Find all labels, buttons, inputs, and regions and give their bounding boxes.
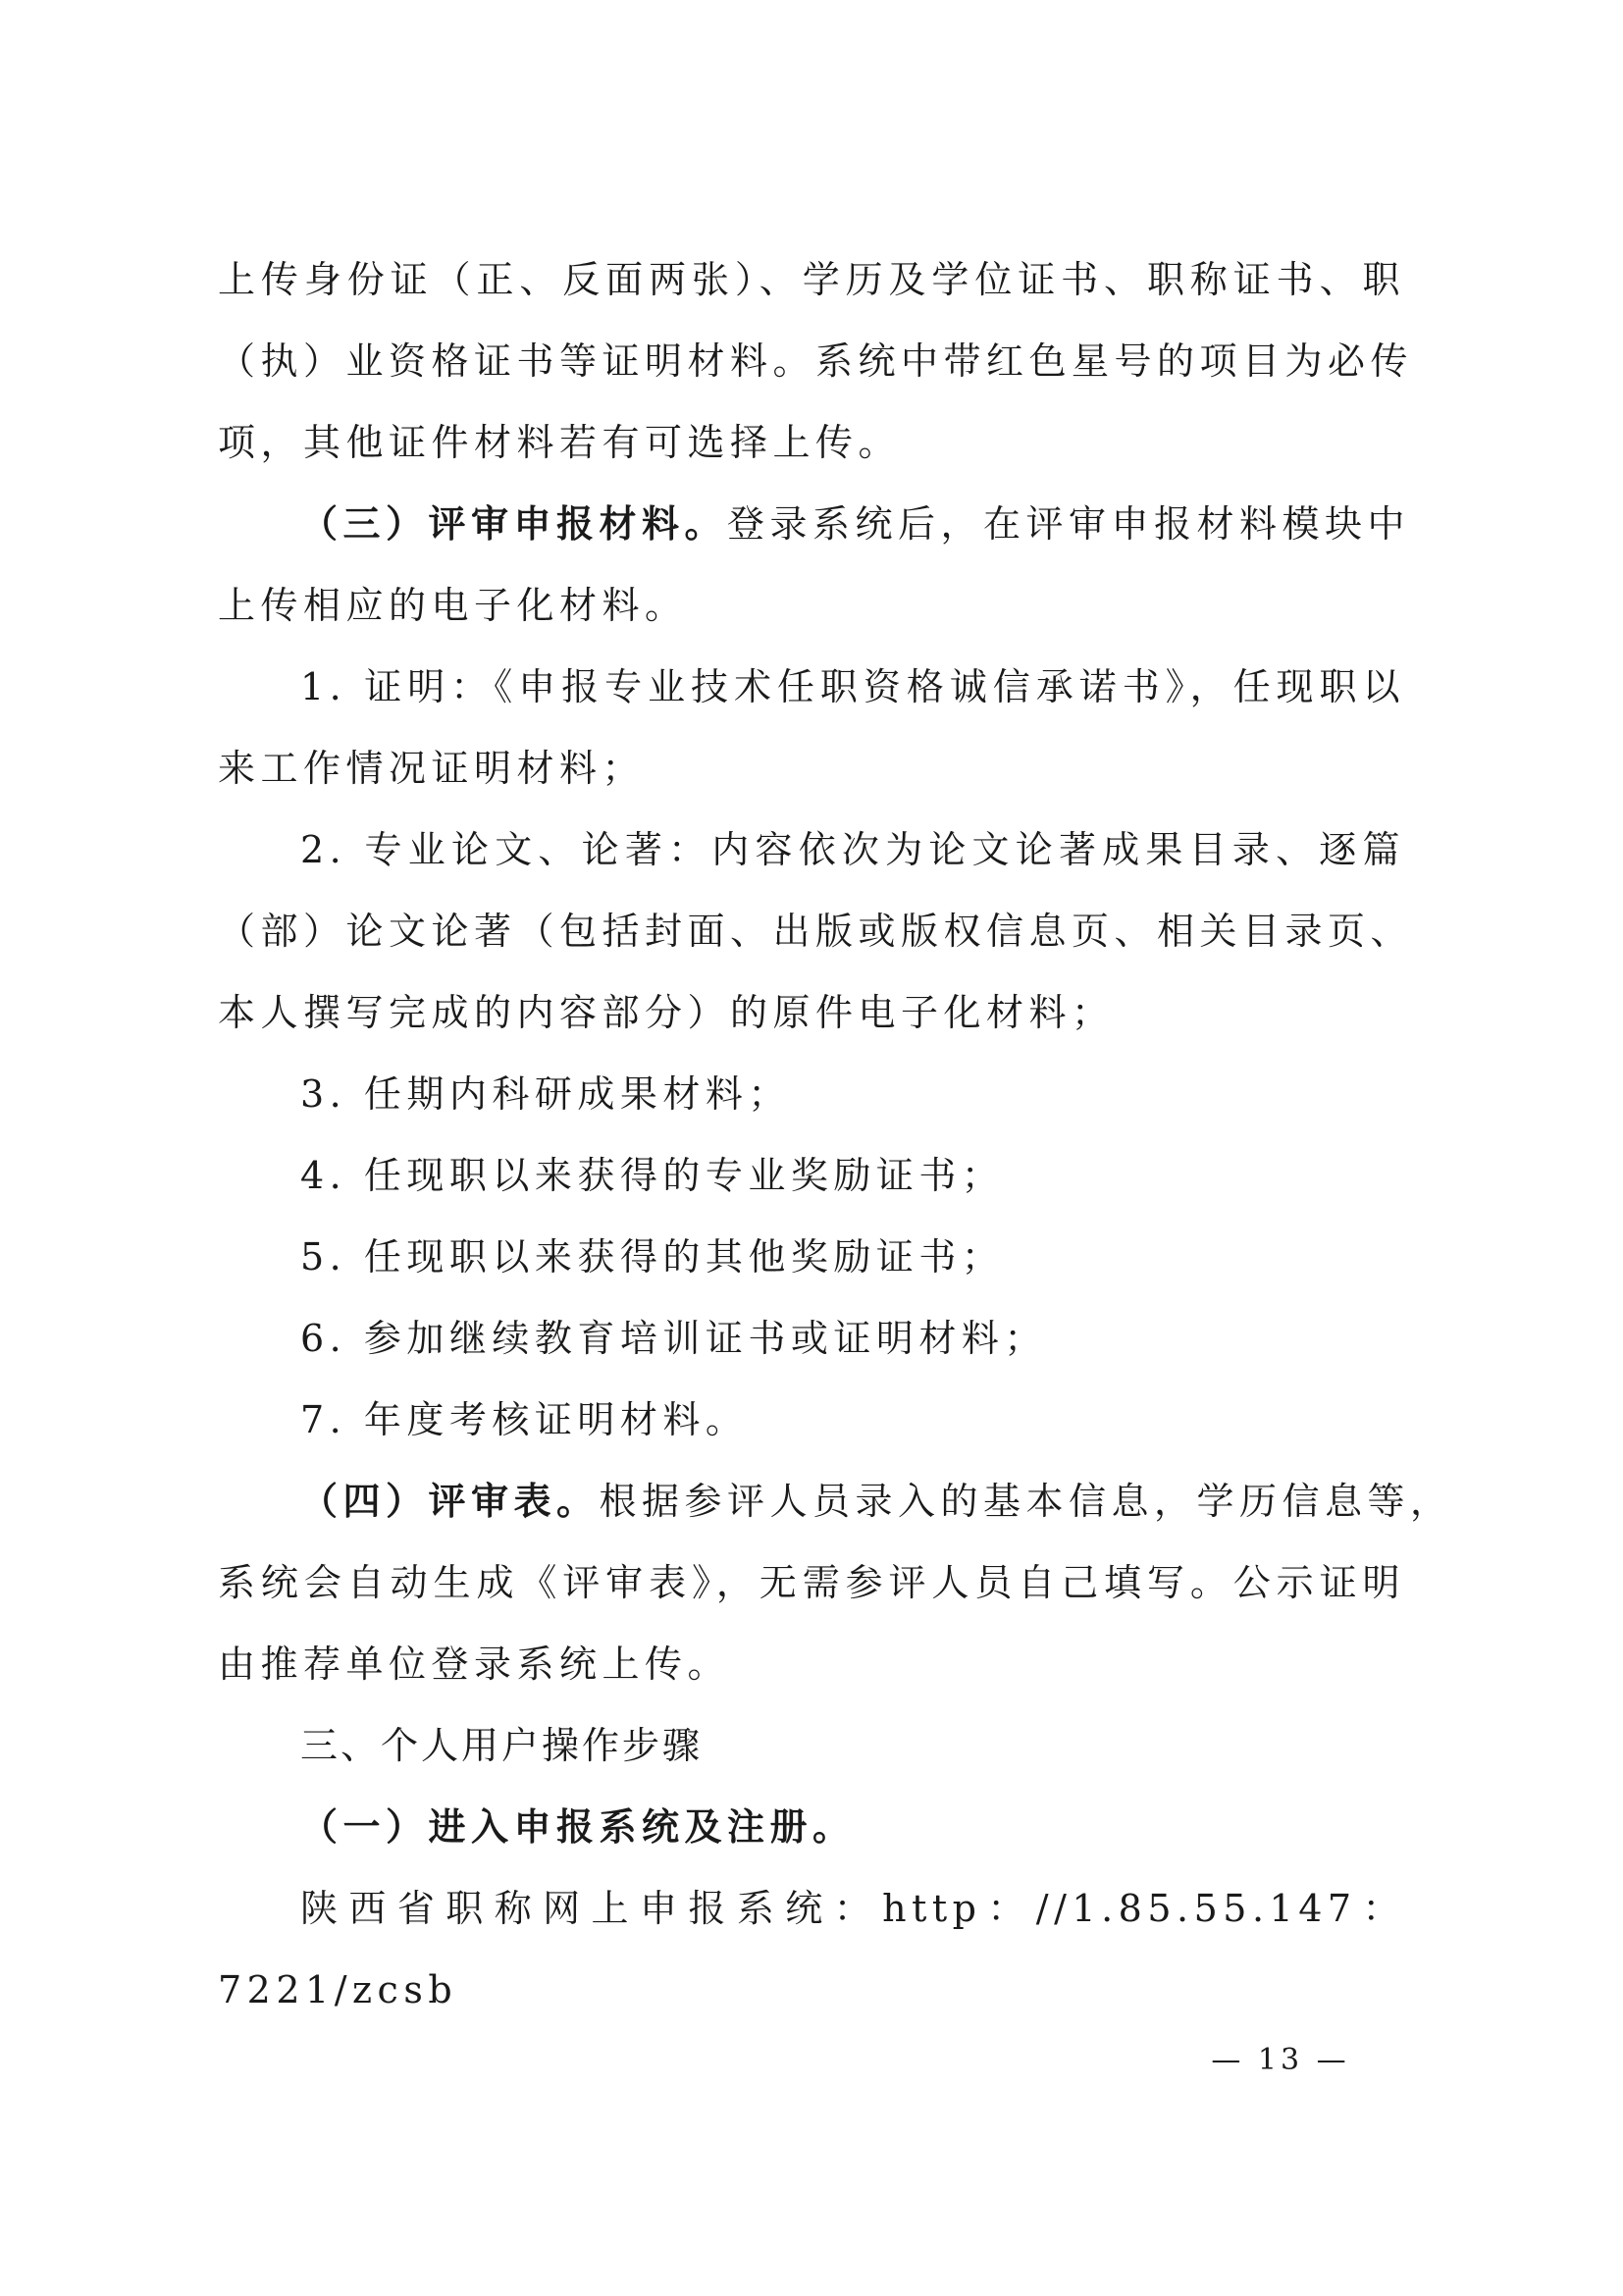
- body-text-line: 系统会自动生成《评审表》，无需参评人员自己填写。公示证明: [218, 1561, 1405, 1604]
- body-text-line: 本人撰写完成的内容部分）的原件电子化材料；: [218, 991, 1115, 1034]
- body-text-line: （部）论文论著（包括封面、出版或版权信息页、相关目录页、: [218, 910, 1414, 953]
- page-number: — 13 —: [1211, 2043, 1350, 2077]
- section-3-paragraph-line: [300, 499, 1411, 548]
- body-text-line: 上传身份证（正、反面两张）、学历及学位证书、职称证书、职: [218, 258, 1405, 301]
- section-4-heading: （四）评审表。: [300, 1479, 600, 1523]
- list-item-5: 5. 任现职以来获得的其他奖励证书；: [300, 1235, 1005, 1278]
- body-text-line: 项，其他证件材料若有可选择上传。: [218, 421, 902, 464]
- list-item-7: 7. 年度考核证明材料。: [300, 1398, 749, 1441]
- list-item-2: 2. 专业论文、论著：内容依次为论文论著成果目录、逐篇: [300, 828, 1405, 871]
- list-item-3: 3. 任期内科研成果材料；: [300, 1072, 791, 1116]
- part-3-heading: 三、个人用户操作步骤: [300, 1724, 704, 1767]
- section-4-text: 根据参评人员录入的基本信息，学历信息等，: [599, 1480, 1453, 1523]
- body-text-line: 由推荐单位登录系统上传。: [218, 1643, 731, 1686]
- section-3-heading: （三）评审申报材料。: [300, 501, 728, 546]
- list-item-1: 1. 证明：《申报专业技术任职资格诚信承诺书》，任现职以: [300, 665, 1405, 708]
- body-text-line: 上传相应的电子化材料。: [218, 584, 688, 627]
- list-item-6: 6. 参加继续教育培训证书或证明材料；: [300, 1317, 1047, 1360]
- system-url-line: 陕西省职称网上申报系统：http：//1.85.55.147：: [300, 1887, 1405, 1930]
- section-4-paragraph-line: [300, 1477, 1453, 1526]
- body-text-line: （执）业资格证书等证明材料。系统中带红色星号的项目为必传: [218, 339, 1414, 383]
- list-item-4: 4. 任现职以来获得的专业奖励证书；: [300, 1154, 1005, 1197]
- body-text-line: 来工作情况证明材料；: [218, 747, 646, 790]
- subsection-1-heading: （一）进入申报系统及注册。: [300, 1804, 856, 1849]
- section-3-text: 登录系统后，在评审申报材料模块中: [727, 502, 1411, 546]
- system-url-line: 7221/zcsb: [218, 1968, 458, 2011]
